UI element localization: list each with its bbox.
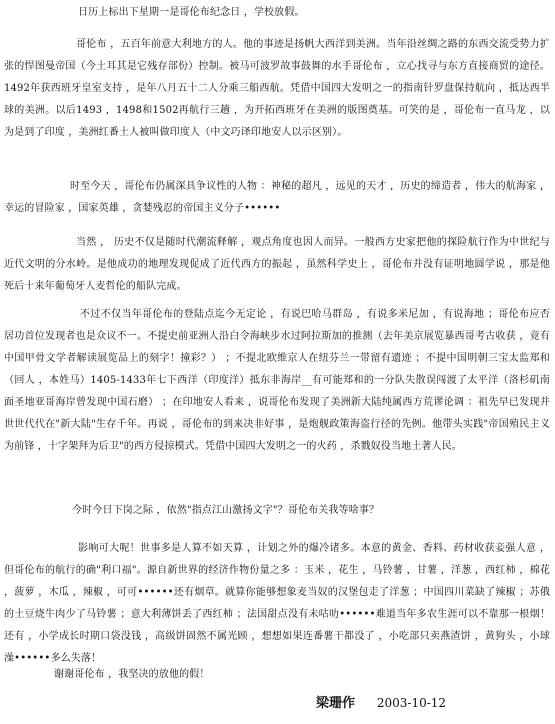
- rhetorical-question: 今时今日下岗之际 ，依然"指点江山激扬文字"？哥伦布关我等啥事？: [72, 505, 380, 516]
- paragraph-discovery-debate: 不过不仅当年哥伦布的登陆点迄今无定论 ，有说巴哈马群岛 ，有说多米尼加 ，有说海地 ；哥伦布应否居功首位发现者也是众议不一。不提史前亚洲人沿白令海峡步水过阿拉斯加的推测（去年美京展览暴西哥考古收获 ，竟有中国甲骨文学者解读展览品上的刻字！撞彩？） ；不提北欧维京人在纽芬兰一带留有遗迹 ；不提中国明朝三宝太监郑和（回人 ，本姓马）1405-1433年七下西洋（印度洋）抵东非海岸__有可能郑和的一分队失散误闯渡了太平洋（洛杉矶南面圣地亚哥海岸曾发现中国石磨） ；在印地安人看来 ，说哥伦布发现了美洲新大陆纯属西方荒谬论调 ：祖先早已发现并世世代代在"新大陆"生存千年。再说 ，哥伦布的到来决非好事 ，是炮舰政策海盗行径的先例。他带头实践"帝国殖民主义为前锋 ，十字架拜为后卫"的西方侵掠模式。凭借中国四大发明之一的火药 ，杀戮奴役当地土著人民。: [4, 309, 550, 452]
- paragraph-columbus-history: 哥伦布 ，五百年前意大利地方的人。他的事迹是扬帆大西洋到美洲。当年沿丝绸之路的东西交流受势力扩张的悍图曼帝国（今土耳其是它残存部份）控制。被马可波罗故事鼓舞的水手哥伦布 ，立心找寻与东方直接商贸的途径。1492年获西班牙皇室支持 ，是年八月五十二人分乘三船西航。凭借中国四大发明之一的指南针罗盘保持航向 ，抵达西半球的美洲。以后1493 ，1498和1502再航行三趟 ，为开拓西班牙在美洲的版图奠基。可笑的是 ，哥伦布一直马龙 ，以为是到了印度 ，美洲红番土人被叫做印度人（中文巧译印地安人以示区别）。: [4, 39, 550, 138]
- paragraph-new-world-crops: 影响可大呢！世事多是人算不如天算 ，计划之外的爆冷诸多。本意的黄金、香料、药材收获妾强人意 ，但哥伦布的航行的确"利口福"。源自新世界的经济作物份量之多 ：玉米 ，花生 ，马铃薯 ，甘薯 ，洋葱 ，西红柿 ，棉花 ，菠萝 ，木瓜 ，辣椒 ，可可••••••还有烟草。就算你能够想象麦当奴的汉堡包走了洋葱 ；中国四川菜缺了辣椒 ；苏俄的土豆烧牛肉少了马铃薯 ；意大利薄饼丢了西红柿 ；法国甜点没有未咕叻••••••难道当年多农生涯可以不靠那一根烟！ 还有 ，小学成长时期口袋没钱 ，高级饼固然不属光顾 ，想想如果连番薯干都没了 ，小吃部只卖燕渣饼 ，黄狗头 ，小球澡••••••多么失落！: [4, 543, 550, 664]
- closing-line: 谢谢哥伦布 ，我坚决的放他的假！: [54, 669, 210, 680]
- intro-line: 日历上标出下星期一是哥伦布纪念日 ，学校放假。: [78, 7, 305, 18]
- author-name: 梁珊作: [316, 696, 356, 711]
- date-text: 2003-10-12: [376, 696, 447, 710]
- signature-line: [316, 692, 446, 715]
- paragraph-controversy: 时至今天 ，哥伦布仍属深具争议性的人物 ：神秘的超凡 ，远见的天才 ，历史的缔造者 ，伟大的航海家 ，幸运的冒险家 ，国家英雄 ，贪婪残忍的帝国主义分子••••••: [4, 181, 550, 214]
- paragraph-historical-view: 当然 ， 历史不仅是随时代潮流释解 ，观点角度也因人而异。一般西方史家把他的探险航行作为中世纪与近代文明的分水岭。是他成功的地理发现促成了近代西方的振起 ，虽然科学史上 ，哥伦布并没有证明地圆学说 ，那是他死后十来年葡萄牙人麦哲伦的船队完成。: [4, 237, 550, 292]
